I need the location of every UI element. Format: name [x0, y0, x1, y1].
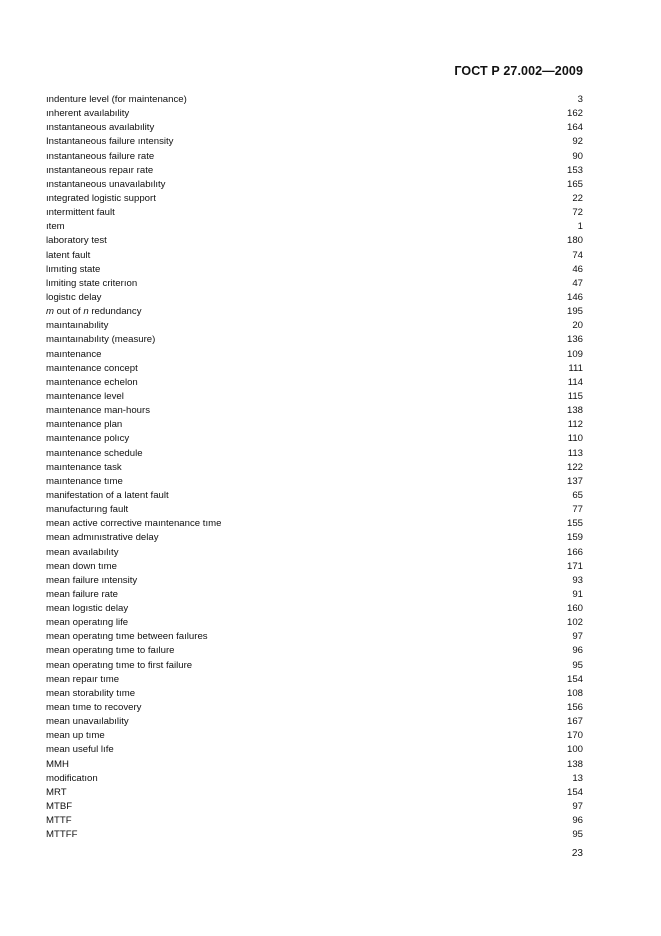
index-term: laboratory test [46, 235, 107, 247]
index-entry [46, 489, 583, 503]
index-term: maıntenance schedule [46, 447, 143, 459]
index-page-number: 92 [572, 136, 583, 148]
index-term: mean unavaılabılity [46, 716, 129, 728]
index-page-number: 95 [572, 829, 583, 841]
index-term: MTBF [46, 801, 73, 813]
index-entry [46, 574, 583, 588]
index-entry [46, 362, 583, 376]
index-term: ınherent avaılabılity [46, 108, 130, 120]
index-page-number: 1 [577, 221, 583, 233]
index-entry [46, 517, 583, 531]
index-page-number: 100 [566, 744, 583, 756]
index-term: lımıting state [46, 263, 101, 275]
index-term: latent fault [46, 249, 91, 261]
index-page-number: 154 [566, 786, 583, 798]
index-term: maıntenance [46, 348, 102, 360]
index-term: mean up tıme [46, 730, 105, 742]
index-entry [46, 630, 583, 644]
index-entry [46, 404, 583, 418]
index-entry [46, 687, 583, 701]
index-page-number: 114 [567, 376, 583, 388]
index-entry [46, 249, 583, 263]
index-term: mean tıme to recovery [46, 702, 142, 714]
index-entry [46, 616, 583, 630]
index-term: mean active corrective maıntenance tıme [46, 518, 222, 530]
index-page-number: 74 [572, 249, 583, 261]
index-term: mean admınıstrative delay [46, 532, 159, 544]
index-entry [46, 164, 583, 178]
index-entry [46, 376, 583, 390]
index-term: mean avaılabılıty [46, 546, 119, 558]
index-page-number: 97 [572, 801, 583, 813]
index-entry [46, 305, 583, 319]
index-entry [46, 348, 583, 362]
index-page-number: 136 [566, 334, 583, 346]
index-page-number: 13 [572, 772, 583, 784]
index-page-number: 93 [572, 574, 583, 586]
term-index-list [46, 93, 583, 842]
index-term: maıntenance tıme [46, 475, 123, 487]
index-entry [46, 743, 583, 757]
index-page-number: 160 [566, 603, 583, 615]
index-entry [46, 220, 583, 234]
index-entry [46, 234, 583, 248]
index-page-number: 166 [566, 546, 583, 558]
index-term: ınstantaneous unavaılabılıty [46, 178, 166, 190]
index-page-number: 111 [568, 362, 583, 374]
index-term: mean failure ıntensity [46, 574, 138, 586]
index-page-number: 46 [572, 263, 583, 275]
index-term: maıntenance concept [46, 362, 138, 374]
index-term: logistıc delay [46, 291, 102, 303]
index-page-number: 146 [566, 291, 583, 303]
index-term: ıtem [46, 221, 65, 233]
index-term: mean down tıme [46, 560, 117, 572]
index-entry [46, 461, 583, 475]
index-term: manifestation of a latent fault [46, 489, 169, 501]
index-term: maıntenance man-hours [46, 405, 150, 417]
index-term: mean failure rate [46, 588, 118, 600]
index-entry [46, 758, 583, 772]
index-page-number: 122 [566, 461, 583, 473]
index-term: MTTFF [46, 829, 78, 841]
index-page-number: 96 [572, 815, 583, 827]
index-page-number: 102 [566, 617, 583, 629]
index-entry [46, 800, 583, 814]
index-entry [46, 107, 583, 121]
index-page-number: 3 [577, 94, 583, 105]
document-header: ГОСТ Р 27.002—2009 [454, 64, 583, 78]
index-entry [46, 390, 583, 404]
index-term: maıntenance polıcy [46, 433, 130, 445]
page-number: 23 [571, 848, 583, 859]
index-entry [46, 475, 583, 489]
index-page-number: 170 [566, 730, 583, 742]
index-entry [46, 503, 583, 517]
index-term: mean useful lıfe [46, 744, 114, 756]
index-page-number: 138 [566, 405, 583, 417]
index-page-number: 96 [572, 645, 583, 657]
index-term: mean operatıng tıme to first failure [46, 659, 193, 671]
index-term: m out of n redundancy [46, 306, 142, 318]
index-page-number: 108 [566, 687, 583, 699]
index-term: ındenture level (for maintenance) [46, 94, 187, 105]
index-page-number: 95 [572, 659, 583, 671]
index-term: ıntermittent fault [46, 207, 115, 219]
index-page-number: 113 [567, 447, 583, 459]
index-page-number: 20 [572, 320, 583, 332]
index-term: mean repaır tıme [46, 673, 120, 685]
index-term: lımiting state criterıon [46, 277, 138, 289]
index-page-number: 162 [566, 108, 583, 120]
index-entry [46, 772, 583, 786]
index-term: ıntegrated logistic support [46, 192, 156, 204]
index-page-number: 180 [566, 235, 583, 247]
index-entry [46, 135, 583, 149]
index-entry [46, 644, 583, 658]
index-page-number: 165 [566, 178, 583, 190]
index-page-number: 159 [566, 532, 583, 544]
index-entry [46, 814, 583, 828]
index-term: maıntaınabılıty (measure) [46, 334, 156, 346]
index-entry [46, 729, 583, 743]
index-entry [46, 277, 583, 291]
index-entry [46, 121, 583, 135]
index-entry [46, 447, 583, 461]
index-entry [46, 150, 583, 164]
index-page-number: 167 [566, 716, 583, 728]
index-page-number: 154 [566, 673, 583, 685]
index-page-number: 110 [567, 433, 583, 445]
index-entry [46, 319, 583, 333]
index-term: maıntenance echelon [46, 376, 138, 388]
index-entry [46, 178, 583, 192]
index-page-number: 22 [572, 192, 583, 204]
index-entry [46, 786, 583, 800]
index-term: ınstantaneous failure rate [46, 150, 155, 162]
index-page-number: 195 [566, 306, 583, 318]
index-term: MRT [46, 786, 67, 798]
index-entry [46, 588, 583, 602]
index-page-number: 112 [567, 419, 583, 431]
index-entry [46, 192, 583, 206]
index-page-number: 91 [572, 588, 583, 600]
index-entry [46, 560, 583, 574]
index-page-number: 65 [572, 489, 583, 501]
index-entry [46, 531, 583, 545]
index-page-number: 90 [572, 150, 583, 162]
index-term: mean operatıng tıme to faılure [46, 645, 175, 657]
index-entry [46, 673, 583, 687]
index-page-number: 138 [566, 758, 583, 770]
index-entry [46, 659, 583, 673]
index-page-number: 137 [566, 475, 583, 487]
index-term: MMH [46, 758, 69, 770]
index-entry [46, 432, 583, 446]
index-entry [46, 333, 583, 347]
index-page-number: 155 [566, 518, 583, 530]
index-entry [46, 701, 583, 715]
index-term: mean storabılity tıme [46, 687, 136, 699]
index-entry [46, 206, 583, 220]
index-entry [46, 93, 583, 107]
index-term: maıntenance level [46, 390, 124, 402]
index-page-number: 171 [566, 560, 583, 572]
index-term: modificatıon [46, 772, 98, 784]
index-entry [46, 263, 583, 277]
index-entry [46, 418, 583, 432]
index-page-number: 97 [572, 631, 583, 643]
index-page-number: 153 [566, 164, 583, 176]
index-term: ınstantaneous repaır rate [46, 164, 154, 176]
index-term: ınstantaneous avaılabılity [46, 122, 155, 134]
index-term: mean operatıng tıme between faılures [46, 631, 208, 643]
index-page-number: 164 [566, 122, 583, 134]
index-page-number: 115 [567, 390, 583, 402]
index-term: maıntenance plan [46, 419, 123, 431]
index-entry [46, 602, 583, 616]
index-term: Instantaneous failure ıntensity [46, 136, 174, 148]
index-entry [46, 546, 583, 560]
index-entry [46, 715, 583, 729]
index-page-number: 72 [572, 207, 583, 219]
index-term: MTTF [46, 815, 72, 827]
index-entry [46, 828, 583, 842]
index-term: mean operatıng life [46, 617, 129, 629]
index-term: mean logıstic delay [46, 603, 129, 615]
index-entry [46, 291, 583, 305]
index-page-number: 77 [572, 504, 583, 516]
index-page-number: 109 [566, 348, 583, 360]
index-term: manufacturıng fault [46, 504, 129, 516]
index-term: maıntaınabılity [46, 320, 109, 332]
index-page-number: 47 [572, 277, 583, 289]
index-page-number: 156 [566, 702, 583, 714]
index-term: maıntenance task [46, 461, 122, 473]
